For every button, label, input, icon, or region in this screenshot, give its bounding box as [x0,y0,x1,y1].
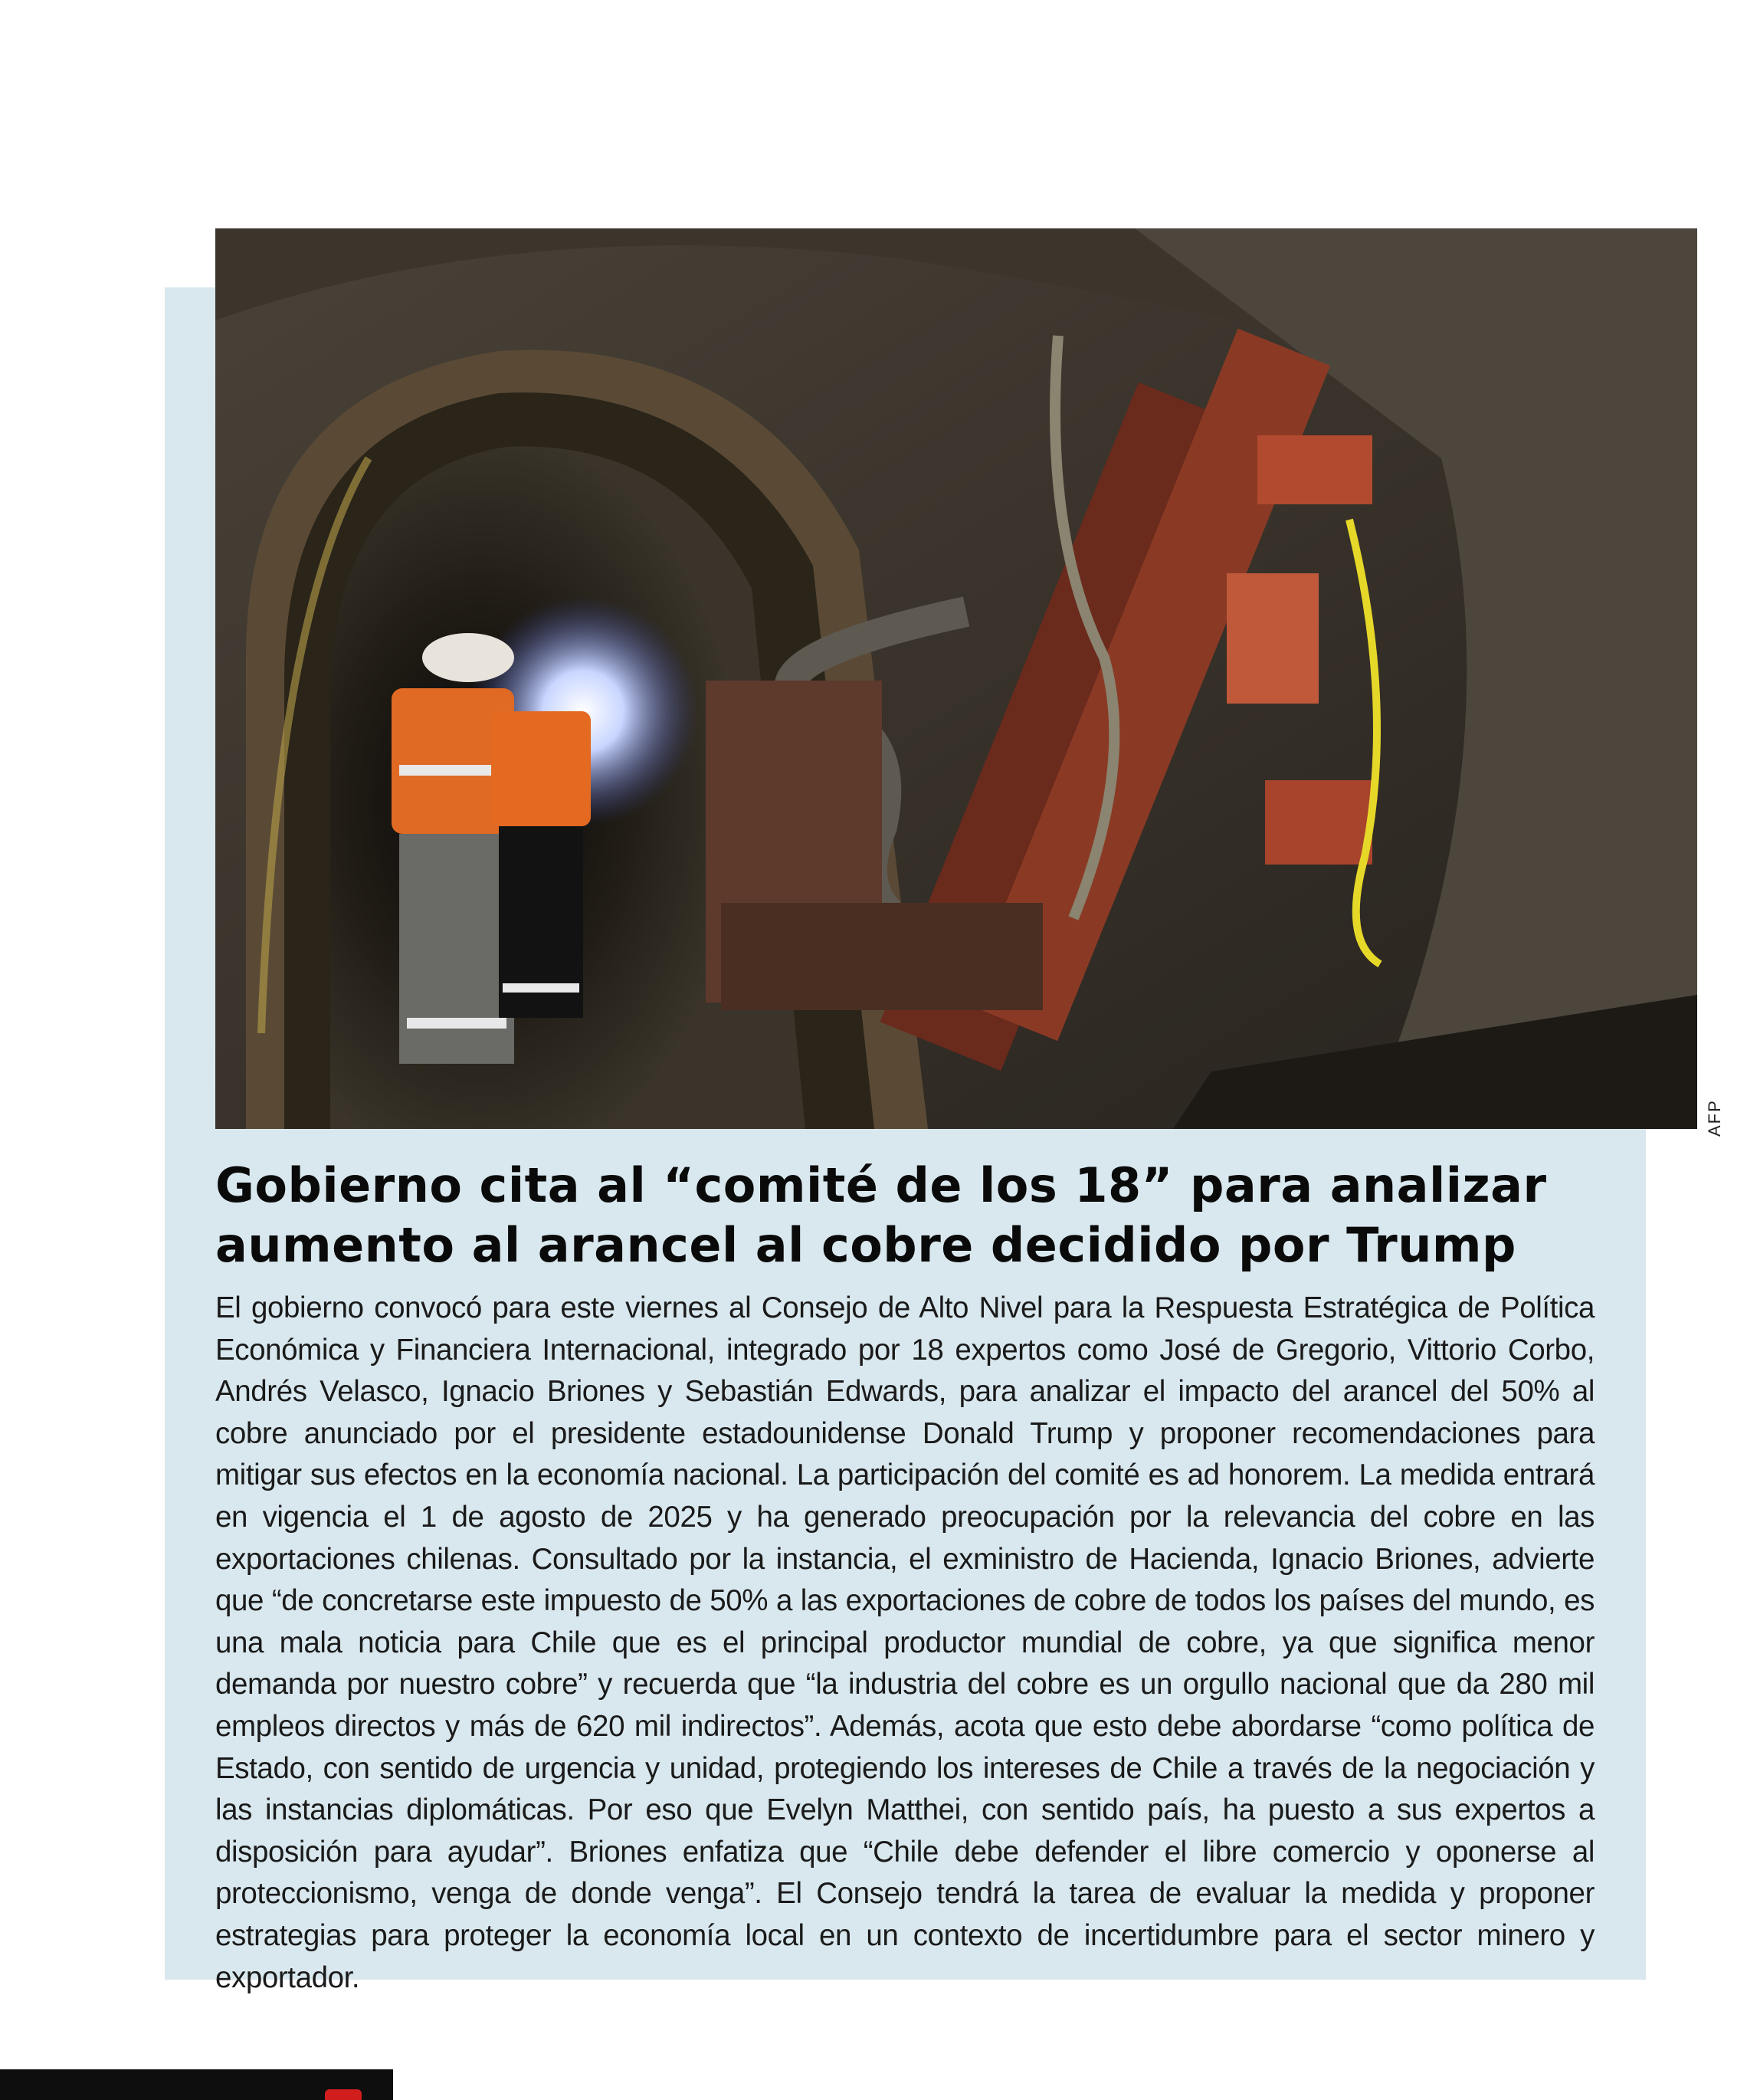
article-body: El gobierno convocó para este viernes al Consejo de Alto Nivel para la Respuesta Estratégica de Política Económica y Financiera Internacional, integrado por 18 expertos como José de Gregorio, Vittorio Corbo, Andrés Velasco, Ignacio Briones y Sebastián Edwards, para analizar el impacto del arancel del 50% al cobre anunciado por el presidente estadounidense Donald Trump y proponer recomendaciones para mitigar sus efectos en la economía nacional. La participación del comité es ad honorem. La medida entrará en vigencia el 1 de agosto de 2025 y ha generado preocupación por la relevancia del cobre en las exportaciones chilenas. Consultado por la instancia, el exministro de Hacienda, Ignacio Briones, advierte que “de concretarse este impuesto de 50% a las exportaciones de cobre de todos los países del mundo, es una mala noticia para Chile que es el principal productor mundial de cobre, ya que significa menor demanda por nuestro cobre” y recuerda que “la industria del cobre es un orgullo nacional que da 280 mil empleos directos y más de 620 mil indirectos”. Además, acota que esto debe abordarse “como política de Estado, con sentido de urgencia y unidad, protegiendo los intereses de Chile a través de la negociación y las instancias diplomáticas. Por eso que Evelyn Matthei, con sentido país, ha puesto a sus expertos a disposición para ayudar”. Briones enfatiza que “Chile debe defender el libre comercio y oponerse al proteccionismo, venga de donde venga”. El Consejo tendrá la tarea de evaluar la medida y proponer estrategias para proteger la economía local en un contexto de incertidumbre para el sector minero y exportador. [215,1291,1595,1994]
article-headline: Gobierno cita al “comité de los 18” para analizar aumento al arancel al cobre decidido por Trump [215,1157,1547,1273]
red-badge [325,2089,362,2100]
mine-tunnel-illustration [215,228,1697,1129]
article-photo [215,228,1697,1129]
photo-credit: AFP [1705,1099,1724,1137]
next-article-thumbnail [0,2069,393,2100]
